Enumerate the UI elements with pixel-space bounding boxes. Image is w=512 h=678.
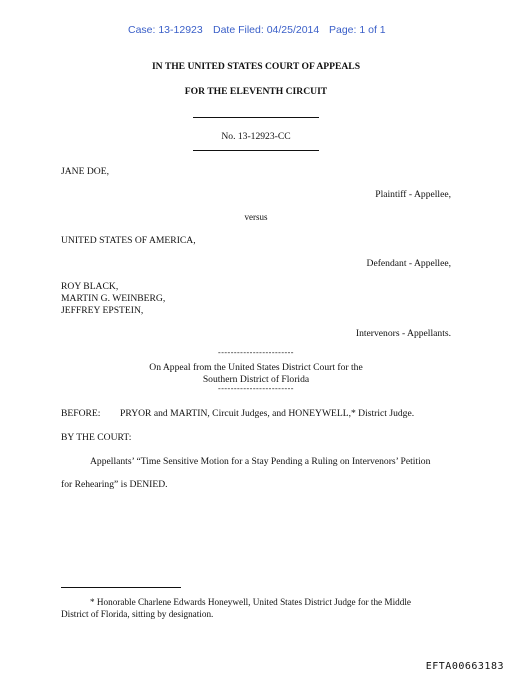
defendant-name: UNITED STATES OF AMERICA,	[61, 235, 196, 246]
appeal-dashes-top: ------------------------	[218, 348, 294, 357]
docket-rule-top	[193, 117, 319, 118]
order-line-1: Appellants’ “Time Sensitive Motion for a Stay Pending a Ruling on Intervenors’ Petition	[90, 456, 431, 467]
before-judges: PRYOR and MARTIN, Circuit Judges, and HONEYWELL,* District Judge.	[120, 408, 415, 419]
case-number-header: Case: 13-12923	[128, 24, 203, 36]
appeal-line-1: On Appeal from the United States District Court for the	[149, 362, 363, 373]
intervenor-name: JEFFREY EPSTEIN,	[61, 305, 144, 316]
plaintiff-name: JANE DOE,	[61, 166, 109, 177]
page-count-header: Page: 1 of 1	[329, 24, 386, 36]
appeal-line-2: Southern District of Florida	[202, 374, 310, 385]
date-filed-header: Date Filed: 04/25/2014	[213, 24, 320, 36]
plaintiff-role: Plaintiff - Appellee,	[375, 189, 451, 200]
appeal-dashes-bottom: ------------------------	[218, 384, 294, 393]
court-title: IN THE UNITED STATES COURT OF APPEALS	[151, 61, 361, 72]
footnote-rule	[61, 587, 181, 588]
order-line-2: for Rehearing” is DENIED.	[61, 479, 168, 490]
docket-rule-bottom	[193, 150, 319, 151]
circuit-title: FOR THE ELEVENTH CIRCUIT	[184, 86, 328, 97]
footnote-line-2: District of Florida, sitting by designation.	[61, 609, 214, 619]
docket-number: No. 13-12923-CC	[221, 131, 291, 142]
intervenors-role: Intervenors - Appellants.	[355, 328, 451, 339]
intervenor-name: MARTIN G. WEINBERG,	[61, 293, 166, 304]
versus-text: versus	[244, 212, 268, 222]
bates-stamp: EFTA00663183	[425, 661, 504, 672]
defendant-role: Defendant - Appellee,	[366, 258, 451, 269]
intervenor-name: ROY BLACK,	[61, 281, 119, 292]
by-the-court: BY THE COURT:	[61, 432, 132, 443]
before-label: BEFORE:	[61, 408, 101, 419]
footnote-line-1: * Honorable Charlene Edwards Honeywell, United States District Judge for the Middle	[90, 597, 411, 607]
